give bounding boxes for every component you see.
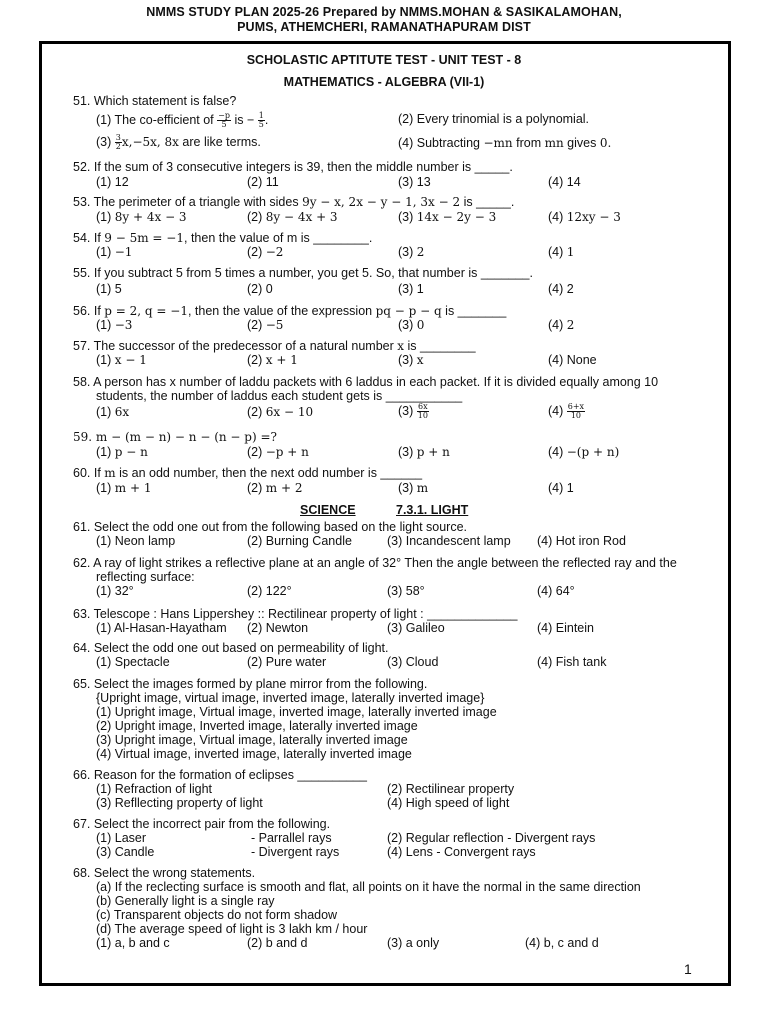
- q53-option-3: [398, 210, 496, 224]
- q56-c: , then the value of the expression: [187, 304, 376, 318]
- opt-math: x − 1: [114, 353, 147, 367]
- q56-option-1: [96, 318, 132, 332]
- opt-math: 14x − 2y − 3: [416, 210, 497, 224]
- question-55: 55. If you subtract 5 from 5 times a number, you get 5. So, that number is _______.: [73, 266, 533, 280]
- question-58-line-2: students, the number of laddus each student gets is ___________: [96, 389, 463, 403]
- q63-option-2: (2) Newton: [247, 621, 309, 635]
- q67-option-1-pair: - Parrallel rays: [251, 831, 332, 845]
- q60-option-3: [398, 481, 428, 495]
- opt-math: 2: [416, 245, 425, 259]
- q67-option-4: (4) Lens - Convergent rays: [387, 845, 536, 859]
- opt-label: (2): [247, 353, 266, 367]
- q51-o4-a: (4) Subtracting: [398, 136, 484, 150]
- q51-o4-c: from: [512, 136, 545, 150]
- q58-option-3: [398, 403, 429, 420]
- opt-math: −1: [114, 245, 133, 259]
- q60-b: m: [104, 466, 116, 480]
- q51-option-3: [96, 134, 261, 151]
- q61-option-3: (3) Incandescent lamp: [387, 534, 511, 548]
- opt-label: (4): [548, 318, 567, 332]
- frac-num: 1: [258, 111, 264, 120]
- question-64: 64. Select the odd one out based on permeability of light.: [73, 641, 389, 655]
- question-63: 63. Telescope : Hans Lippershey :: Rectilinear property of light : _____________: [73, 607, 518, 621]
- opt-math: −3: [114, 318, 133, 332]
- opt-math: 1: [566, 245, 575, 259]
- q65-option-1: (1) Upright image, Virtual image, inverted image, laterally inverted image: [96, 705, 497, 719]
- frac-num: 3: [115, 133, 121, 142]
- q55-option-2: (2) 0: [247, 282, 273, 296]
- opt-label: (2): [247, 210, 266, 224]
- frac-den: 5: [258, 120, 264, 129]
- test-title: SCHOLASTIC APTITUTE TEST - UNIT TEST - 8: [246, 53, 522, 67]
- frac-den: 5: [221, 120, 227, 129]
- math-title: MATHEMATICS - ALGEBRA (VII-1): [283, 75, 485, 89]
- q63-option-1: (1) Al-Hasan-Hayatham: [96, 621, 227, 635]
- opt-math: −5: [265, 318, 284, 332]
- opt-label: (1): [96, 481, 115, 495]
- q51-o1-fraction: [217, 112, 231, 129]
- q57-option-2: [247, 353, 298, 367]
- q51-o1-fraction-2: [258, 112, 265, 129]
- opt-label: (4): [548, 245, 567, 259]
- q56-option-3: [398, 318, 424, 332]
- q56-d: pq − p − q: [375, 304, 442, 318]
- q54-a: 54. If: [73, 231, 105, 245]
- question-51: 51. Which statement is false?: [73, 94, 237, 108]
- q51-o3-label: (3): [96, 134, 112, 149]
- question-62-line-1: 62. A ray of light strikes a reflective plane at an angle of 32° Then the angle between the reflected ray and the: [73, 556, 677, 570]
- q62-option-3: (3) 58°: [387, 584, 425, 598]
- q60-option-1: [96, 481, 151, 495]
- opt-math: 8y + 4x − 3: [114, 210, 187, 224]
- opt-label: (3): [398, 481, 417, 495]
- q55-option-4: (4) 2: [548, 282, 574, 296]
- q51-o3-fraction: [115, 134, 122, 151]
- opt-math: m: [416, 481, 429, 495]
- page-number: 1: [684, 961, 692, 977]
- q54-option-3: [398, 245, 424, 259]
- opt-math: −(p + n): [566, 445, 620, 459]
- frac-den: 2: [115, 142, 121, 151]
- opt-label: (2): [247, 445, 266, 459]
- q51-o4-f: 0.: [599, 136, 612, 150]
- q60-option-2: [247, 481, 302, 495]
- opt-label: (2): [247, 245, 266, 259]
- opt-label: (3): [398, 445, 417, 459]
- q62-option-1: (1) 32°: [96, 584, 134, 598]
- opt-math: x: [416, 353, 424, 367]
- q54-b: 9 − 5m = −1: [104, 231, 184, 245]
- opt-math: 6x: [114, 405, 130, 419]
- opt-label: (3): [398, 403, 414, 418]
- opt-label: (3): [398, 245, 417, 259]
- q55-option-1: (1) 5: [96, 282, 122, 296]
- q68-statement-a: (a) If the reclecting surface is smooth and flat, all points on it have the normal in the same direction: [96, 880, 641, 894]
- q68-statement-c: (c) Transparent objects do not form shadow: [96, 908, 338, 922]
- question-53: [73, 195, 514, 209]
- opt-math: m + 2: [265, 481, 303, 495]
- q54-option-4: [548, 245, 574, 259]
- q54-option-1: [96, 245, 132, 259]
- q66-option-3: (3) Refllecting property of light: [96, 796, 263, 810]
- q53-a: 53. The perimeter of a triangle with sides: [73, 195, 303, 209]
- opt-math: m + 1: [114, 481, 152, 495]
- opt-label: (3): [398, 318, 417, 332]
- frac-den: 10: [417, 411, 428, 420]
- q60-c: is an odd number, then the next odd number is ______: [115, 466, 423, 480]
- opt-math: −p + n: [265, 445, 309, 459]
- opt-label: (1): [96, 405, 115, 419]
- frac-num: 6+x: [567, 402, 585, 411]
- question-66: 66. Reason for the formation of eclipses __________: [73, 768, 367, 782]
- q51-o1-period: .: [264, 112, 269, 127]
- opt-label: (4): [548, 210, 567, 224]
- question-68: 68. Select the wrong statements.: [73, 866, 256, 880]
- opt-label: (1): [96, 210, 115, 224]
- q63-option-4: (4) Eintein: [537, 621, 594, 635]
- q55-option-3: (3) 1: [398, 282, 424, 296]
- header-line-1: NMMS STUDY PLAN 2025-26 Prepared by NMMS.MOHAN & SASIKALAMOHAN,: [146, 5, 622, 19]
- question-59: [73, 430, 277, 444]
- opt-label: (2): [247, 481, 266, 495]
- q65-option-4: (4) Virtual image, inverted image, laterally inverted image: [96, 747, 412, 761]
- question-54: [73, 231, 372, 245]
- q61-option-1: (1) Neon lamp: [96, 534, 176, 548]
- q53-option-2: [247, 210, 338, 224]
- opt-label: (1): [96, 245, 115, 259]
- q58-option-2: [247, 405, 313, 419]
- q64-option-3: (3) Cloud: [387, 655, 439, 669]
- q68-option-4: (4) b, c and d: [525, 936, 599, 950]
- opt-math: x + 1: [265, 353, 298, 367]
- q53-option-4: [548, 210, 621, 224]
- q66-option-4: (4) High speed of light: [387, 796, 510, 810]
- q56-option-2: [247, 318, 283, 332]
- q53-c: is _____.: [460, 195, 515, 209]
- opt-label: (2): [247, 318, 266, 332]
- q65-option-2: (2) Upright image, Inverted image, laterally inverted image: [96, 719, 418, 733]
- q52-option-2: (2) 11: [247, 175, 279, 189]
- q59-option-1: [96, 445, 148, 459]
- q57-c: is ________: [404, 339, 476, 353]
- q51-o4-e: gives: [563, 136, 600, 150]
- q64-option-1: (1) Spectacle: [96, 655, 170, 669]
- opt-math: 8y − 4x + 3: [265, 210, 338, 224]
- q67-option-3: (3) Candle: [96, 845, 155, 859]
- q68-option-2: (2) b and d: [247, 936, 308, 950]
- opt-math: 2: [566, 318, 575, 332]
- q51-o4-b: −mn: [483, 136, 513, 150]
- opt-label: (2): [247, 405, 266, 419]
- frac-den: 10: [570, 411, 582, 420]
- q64-option-2: (2) Pure water: [247, 655, 327, 669]
- q56-e: is _______: [441, 304, 507, 318]
- q52-option-4: (4) 14: [548, 175, 581, 189]
- q65-list: {Upright image, virtual image, inverted image, laterally inverted image}: [96, 691, 485, 705]
- question-65: 65. Select the images formed by plane mirror from the following.: [73, 677, 428, 691]
- q51-o1-text-b: is −: [234, 112, 255, 127]
- question-60: [73, 466, 422, 480]
- q67-option-2: (2) Regular reflection - Divergent rays: [387, 831, 596, 845]
- q61-option-4: (4) Hot iron Rod: [537, 534, 626, 548]
- header-line-2: PUMS, ATHEMCHERI, RAMANATHAPURAM DIST: [237, 20, 531, 34]
- opt-label: (1): [96, 318, 115, 332]
- opt-math: p − n: [114, 445, 148, 459]
- q58-option-4: [548, 403, 585, 420]
- science-label: SCIENCE: [300, 503, 356, 517]
- q59-stem: 59. m − (m − n) − n − (n − p) =?: [73, 430, 277, 444]
- q60-a: 60. If: [73, 466, 105, 480]
- opt-label: (3): [398, 210, 417, 224]
- q52-option-3: (3) 13: [398, 175, 431, 189]
- q59-option-4: [548, 445, 619, 459]
- question-62-line-2: reflecting surface:: [96, 570, 195, 584]
- opt-math: −2: [265, 245, 284, 259]
- q51-option-4: [398, 136, 611, 150]
- opt-math: 0: [416, 318, 425, 332]
- opt-math: 6x − 10: [265, 405, 314, 419]
- opt-label: (1): [96, 353, 115, 367]
- question-67: 67. Select the incorrect pair from the following.: [73, 817, 331, 831]
- question-57: [73, 339, 476, 353]
- q58-o3-fraction: [417, 403, 429, 420]
- q56-option-4: [548, 318, 574, 332]
- q68-option-1: (1) a, b and c: [96, 936, 170, 950]
- q52-option-1: (1) 12: [96, 175, 129, 189]
- q58-o4-fraction: [567, 403, 585, 420]
- opt-math: 12xy − 3: [566, 210, 621, 224]
- q57-option-1: [96, 353, 147, 367]
- question-61: 61. Select the odd one out from the following based on the light source.: [73, 520, 468, 534]
- q51-option-1: [96, 112, 268, 129]
- question-52: 52. If the sum of 3 consecutive integers is 39, then the middle number is _____.: [73, 160, 513, 174]
- frac-num: −p: [218, 111, 230, 120]
- q63-option-3: (3) Galileo: [387, 621, 445, 635]
- q51-o4-d: mn: [544, 136, 564, 150]
- q51-o3-math: x,−5x, 8x: [121, 134, 179, 149]
- q51-option-2: (2) Every trinomial is a polynomial.: [398, 112, 590, 126]
- q64-option-4: (4) Fish tank: [537, 655, 607, 669]
- q67-option-3-pair: - Divergent rays: [251, 845, 340, 859]
- q62-option-4: (4) 64°: [537, 584, 575, 598]
- q65-option-3: (3) Upright image, Virtual image, laterally inverted image: [96, 733, 408, 747]
- q68-statement-b: (b) Generally light is a single ray: [96, 894, 275, 908]
- q56-b: p = 2, q = −1: [104, 304, 188, 318]
- opt-label: (4): [548, 445, 567, 459]
- q56-a: 56. If: [73, 304, 105, 318]
- q54-option-2: [247, 245, 283, 259]
- opt-label: (1): [96, 445, 115, 459]
- q59-option-2: [247, 445, 309, 459]
- opt-label: (4): [548, 403, 564, 418]
- q61-option-2: (2) Burning Candle: [247, 534, 352, 548]
- q51-o1-text: (1) The co-efficient of: [96, 112, 214, 127]
- q68-statement-d: (d) The average speed of light is 3 lakh km / hour: [96, 922, 368, 936]
- q57-option-3: [398, 353, 424, 367]
- q66-option-1: (1) Refraction of light: [96, 782, 213, 796]
- opt-label: (3): [398, 353, 417, 367]
- q68-option-3: (3) a only: [387, 936, 440, 950]
- q59-option-3: [398, 445, 450, 459]
- science-topic: 7.3.1. LIGHT: [396, 503, 469, 517]
- q62-option-2: (2) 122°: [247, 584, 292, 598]
- q51-o3-text: are like terms.: [178, 134, 261, 149]
- q57-a: 57. The successor of the predecessor of a natural number: [73, 339, 398, 353]
- q58-option-1: [96, 405, 129, 419]
- q57-option-4: (4) None: [548, 353, 597, 367]
- q66-option-2: (2) Rectilinear property: [387, 782, 515, 796]
- q53-option-1: [96, 210, 187, 224]
- opt-math: p + n: [416, 445, 450, 459]
- question-56: [73, 304, 506, 318]
- q57-b: x: [397, 339, 405, 353]
- q67-option-1: (1) Laser: [96, 831, 147, 845]
- q60-option-4: (4) 1: [548, 481, 574, 495]
- question-58-line-1: 58. A person has x number of laddu packets with 6 laddus in each packet. If it is divided equally among 10: [73, 375, 659, 389]
- q53-b: 9y − x, 2x − y − 1, 3x − 2: [302, 195, 461, 209]
- q54-c: , then the value of m is ________.: [184, 231, 373, 245]
- frac-num: 6x: [418, 402, 428, 411]
